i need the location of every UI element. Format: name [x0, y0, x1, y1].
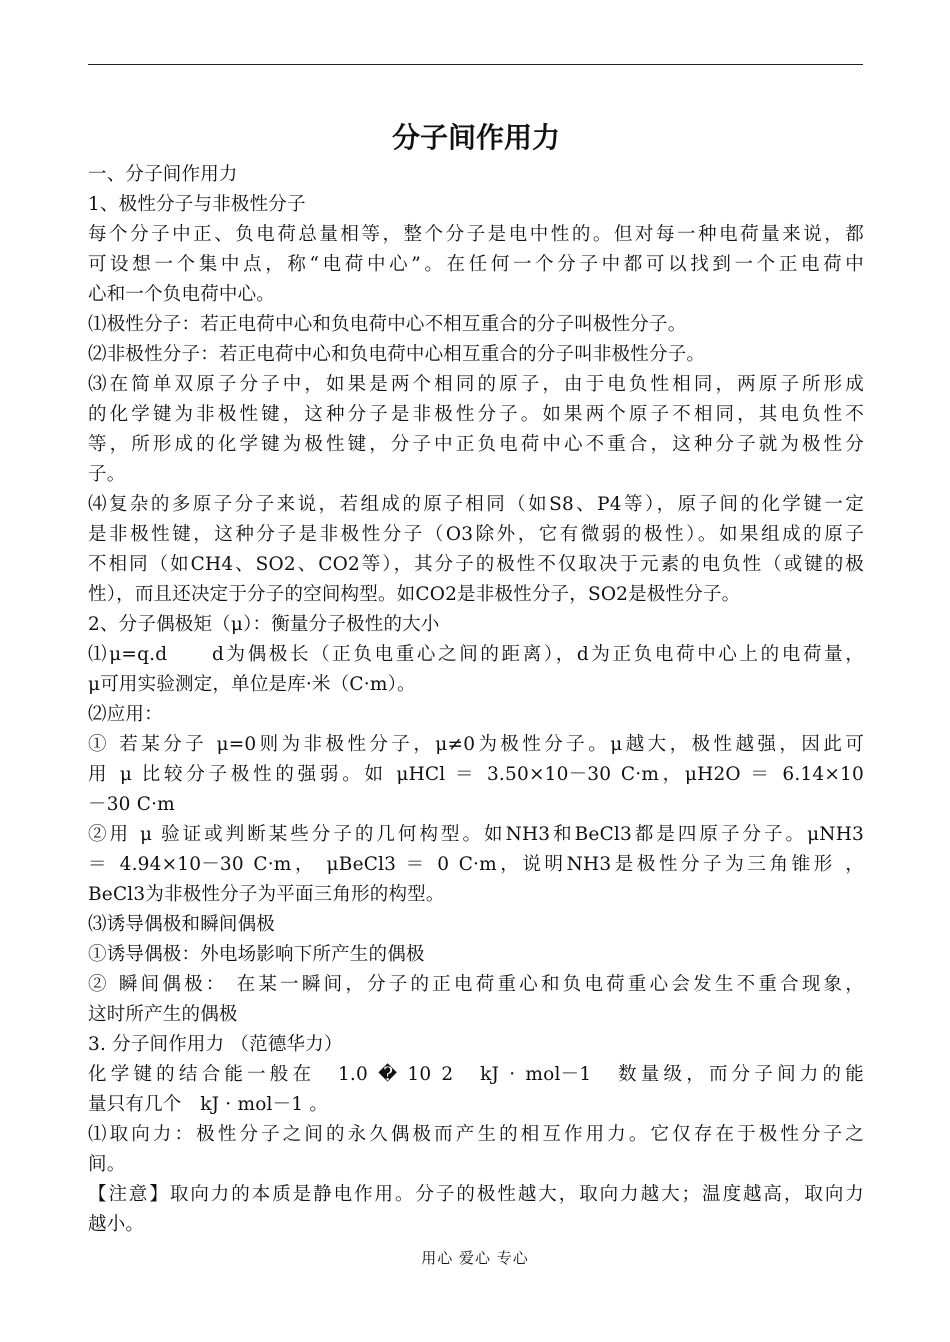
paragraph-line: 这时所产生的偶极: [88, 1004, 238, 1025]
section-heading: 一、分子间作用力: [88, 164, 238, 185]
paragraph-line: 性），而且还决定于分子的空间构型。如CO2是非极性分子，SO2是极性分子。: [88, 584, 741, 605]
subsection-heading: 2、分子偶极矩（μ）：衡量分子极性的大小: [88, 614, 440, 635]
paragraph-line: 化学键的结合能一般在 1.0 � 10 2 kJ · mol－1 数量级，而分子间力的能: [88, 1064, 864, 1085]
paragraph-line: 每个分子中正、负电荷总量相等，整个分子是电中性的。但对每一种电荷量来说，都: [88, 224, 864, 245]
paragraph-line: －30 C·m: [88, 794, 175, 815]
page-title: 分子间作用力: [391, 121, 560, 154]
paragraph-line: ① 若某分子 μ=0则为非极性分子，μ≠0为极性分子。μ越大，极性越强，因此可: [88, 734, 864, 755]
paragraph-line: ⑶诱导偶极和瞬间偶极: [88, 914, 276, 935]
subsection-heading: 1、极性分子与非极性分子: [88, 194, 306, 215]
paragraph-line: ② 瞬间偶极： 在某一瞬间，分子的正电荷重心和负电荷重心会发生不重合现象，: [88, 974, 864, 995]
paragraph-line: BeCl3为非极性分子为平面三角形的构型。: [88, 884, 445, 905]
page-footer: 用心 爱心 专心: [421, 1249, 529, 1267]
note-line: 越小。: [88, 1214, 145, 1235]
paragraph-line: ⑵非极性分子：若正电荷中心和负电荷中心相互重合的分子叫非极性分子。: [88, 344, 706, 365]
paragraph-line: 用 μ 比较分子极性的强弱。如 μHCl ＝ 3.50×10－30 C·m，μH2O ＝ 6.14×10: [88, 764, 864, 785]
paragraph-line: 可设想一个集中点，称“电荷中心”。在任何一个分子中都可以找到一个正电荷中: [88, 254, 864, 275]
paragraph-line: 间。: [88, 1154, 126, 1175]
paragraph-line: ⑴μ=q.d d为偶极长（正负电重心之间的距离），d为正负电荷中心上的电荷量，: [88, 644, 864, 665]
paragraph-line: ②用 μ 验证或判断某些分子的几何构型。如NH3和BeCl3都是四原子分子。μNH3: [88, 824, 864, 845]
paragraph-line: 等，所形成的化学键为极性键，分子中正负电荷中心不重合，这种分子就为极性分: [88, 434, 864, 455]
paragraph-line: 心和一个负电荷中心。: [88, 284, 276, 305]
paragraph-line: ⑵应用：: [88, 704, 163, 725]
note-line: 【注意】取向力的本质是静电作用。分子的极性越大，取向力越大；温度越高，取向力: [88, 1184, 864, 1205]
document-body: [88, 118, 864, 1240]
paragraph-line: 的化学键为非极性键，这种分子是非极性分子。如果两个原子不相同，其电负性不: [88, 404, 864, 425]
paragraph-line: ⑴取向力：极性分子之间的永久偶极而产生的相互作用力。它仅存在于极性分子之: [88, 1124, 864, 1145]
paragraph-line: 子。: [88, 464, 126, 485]
paragraph-line: 是非极性键，这种分子是非极性分子（O3除外，它有微弱的极性）。如果组成的原子: [88, 524, 864, 545]
header-rule: [88, 64, 863, 65]
paragraph-line: ＝ 4.94×10－30 C·m， μBeCl3 ＝ 0 C·m，说明NH3是极性分子为三角锥形 ，: [88, 854, 864, 875]
paragraph-line: ⑴极性分子：若正电荷中心和负电荷中心不相互重合的分子叫极性分子。: [88, 314, 687, 335]
paragraph-line: 不相同（如CH4、SO2、CO2等），其分子的极性不仅取决于元素的电负性（或键的极: [88, 554, 864, 575]
paragraph-line: ①诱导偶极：外电场影响下所产生的偶极: [88, 944, 425, 965]
paragraph-line: μ可用实验测定，单位是库·米（C·m）。: [88, 674, 416, 695]
paragraph-line: ⑶在简单双原子分子中，如果是两个相同的原子，由于电负性相同，两原子所形成: [88, 374, 864, 395]
subsection-heading: 3. 分子间作用力 （范德华力）: [88, 1034, 343, 1055]
paragraph-line: ⑷复杂的多原子分子来说，若组成的原子相同（如S8、P4等），原子间的化学键一定: [88, 494, 864, 515]
paragraph-line: 量只有几个 kJ · mol－1 。: [88, 1094, 329, 1115]
